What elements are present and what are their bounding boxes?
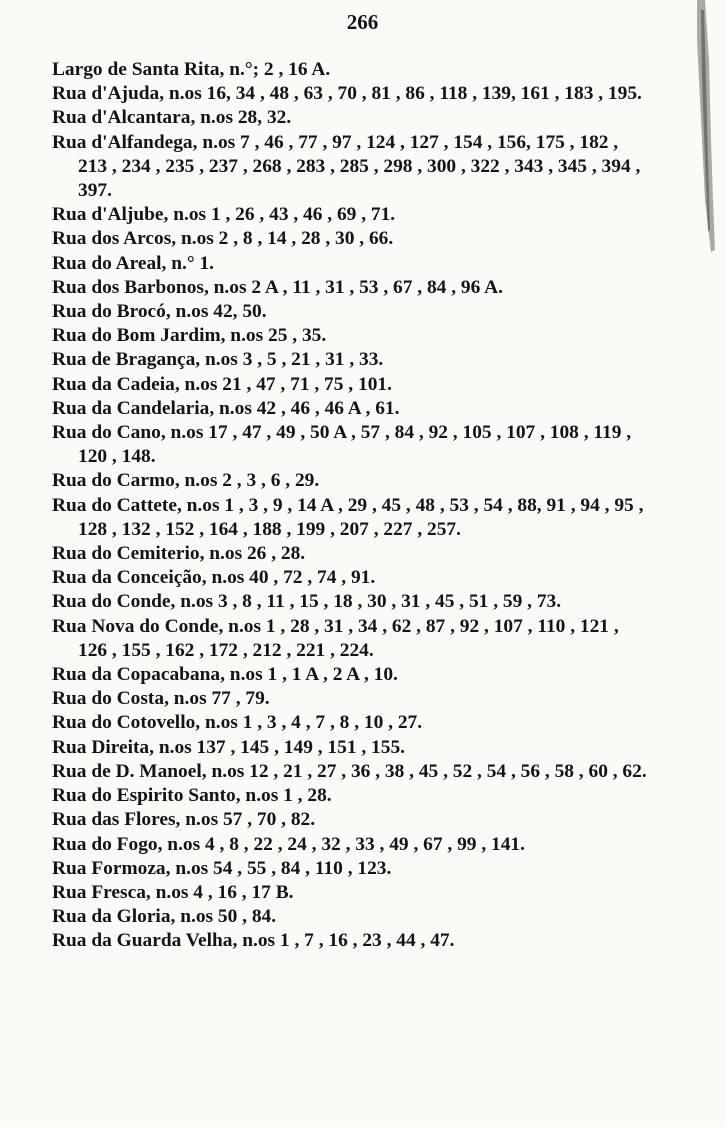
street-name: Rua da Cadeia [52, 373, 175, 395]
house-numbers: , n.os 26 , 28. [199, 543, 306, 565]
street-entry [52, 276, 652, 300]
street-name: Rua Nova do Conde [52, 615, 219, 637]
house-numbers: , n.os 21 , 47 , 71 , 75 , 101. [174, 373, 392, 395]
page-number: 266 [346, 10, 379, 34]
street-entry [52, 82, 652, 106]
house-numbers: , n.os 77 , 79. [164, 688, 270, 710]
house-numbers: , n.os 1 , 3 , 4 , 7 , 8 , 10 , 27. [195, 712, 423, 734]
street-name: Rua do Cotovello [52, 712, 196, 734]
house-numbers: , n.os 42 , 46 , 46 A , 61. [209, 397, 400, 419]
house-numbers: , n.os 42, 50. [165, 301, 267, 323]
house-numbers: , n.os 1 , 28. [235, 785, 332, 807]
street-name: Rua da Candelaria [52, 397, 210, 419]
street-entry [52, 397, 652, 421]
street-name: Rua do Brocó [52, 301, 166, 323]
street-entry [52, 566, 652, 590]
house-numbers: , n.os 2 , 8 , 14 , 28 , 30 , 66. [171, 228, 394, 250]
street-name: Rua de Bragança [52, 349, 196, 371]
street-name: Rua da Copacabana [52, 664, 221, 686]
house-numbers: , n.os 3 , 8 , 11 , 15 , 18 , 30 , 31 , 45 , 51 , 59 , 73. [170, 591, 562, 613]
house-numbers: , n.os 1 , 28 , 31 , 34 , 62 , 87 , 92 , 107 , 110 , 121 , 126 , 155 , 162 , 172 , 212 , 221 , 224. [78, 615, 619, 661]
house-numbers: , n.os 1 , 7 , 16 , 23 , 44 , 47. [232, 930, 455, 952]
street-entry [52, 300, 652, 324]
street-entry [52, 784, 652, 808]
house-numbers: , n.os 28, 32. [190, 107, 292, 129]
street-name: Rua do Carmo [52, 470, 175, 492]
street-entry [52, 881, 652, 905]
street-name: Rua do Cattete [52, 494, 177, 516]
street-entry [52, 808, 652, 832]
house-numbers: , n.os 50 , 84. [170, 906, 277, 928]
house-numbers: , n.os 2 , 3 , 6 , 29. [174, 470, 320, 492]
street-entry [52, 421, 652, 469]
house-numbers: , n.os 40 , 72 , 74 , 91. [201, 567, 376, 589]
street-name: Rua do Cano [52, 422, 161, 444]
house-numbers: , n.os 4 , 8 , 22 , 24 , 32 , 33 , 49 , 67 , 99 , 141. [157, 833, 525, 855]
street-name: Rua d'Aljube [52, 204, 164, 226]
street-name: Rua do Areal [52, 252, 162, 274]
house-numbers: , n.os 2 A , 11 , 31 , 53 , 67 , 84 , 96 A. [203, 276, 503, 298]
street-name: Rua Fresca [52, 881, 146, 903]
street-entry [52, 833, 652, 857]
street-name: Rua do Espirito Santo [52, 785, 236, 807]
street-index-list [52, 58, 652, 954]
house-numbers: , n.°; 2 , 16 A. [219, 59, 331, 80]
page-edge-shadow [675, 0, 725, 260]
street-entry [52, 857, 652, 881]
house-numbers: , n.os 17 , 47 , 49 , 50 A , 57 , 84 , 92 , 105 , 107 , 108 , 119 , 120 , 148. [78, 422, 632, 468]
house-numbers: , n.os 4 , 16 , 17 B. [145, 881, 294, 903]
house-numbers: , n.° 1. [161, 252, 215, 274]
house-numbers: , n.os 16, 34 , 48 , 63 , 70 , 81 , 86 , 118 , 139, 161 , 183 , 195. [159, 83, 642, 105]
street-entry [52, 227, 652, 251]
house-numbers: , n.os 57 , 70 , 82. [175, 809, 316, 831]
street-entry [52, 711, 652, 735]
street-entry [52, 615, 652, 663]
house-numbers: , n.os 7 , 46 , 77 , 97 , 124 , 127 , 154 , 156, 175 , 182 , 213 , 234 , 235 , 237 , 268 , 283 , 285 , 298 , 300 , 322 , 343 , 345 , 394 , 397. [78, 131, 641, 202]
house-numbers: , n.os 25 , 35. [220, 325, 327, 347]
street-entry [52, 736, 652, 760]
street-name: Rua dos Barbonos [52, 276, 204, 298]
street-entry [52, 590, 652, 614]
house-numbers: , n.os 54 , 55 , 84 , 110 , 123. [165, 857, 392, 879]
street-entry [52, 348, 652, 372]
street-name: Rua Direita [52, 736, 150, 758]
street-entry [52, 106, 652, 130]
street-name: Rua do Fogo [52, 833, 158, 855]
street-entry [52, 905, 652, 929]
street-entry [52, 687, 652, 711]
street-name: Rua dos Arcos [52, 228, 172, 250]
house-numbers: , n.os 1 , 26 , 43 , 46 , 69 , 71. [163, 204, 396, 226]
street-name: Rua da Guarda Velha [52, 930, 233, 952]
street-entry [52, 203, 652, 227]
house-numbers: , n.os 137 , 145 , 149 , 151 , 155. [149, 736, 405, 758]
street-entry [52, 131, 652, 204]
house-numbers: , n.os 1 , 3 , 9 , 14 A , 29 , 45 , 48 , 53 , 54 , 88, 91 , 94 , 95 , 128 , 132 , 152 , 164 , 188 , 199 , 207 , 227 , 257. [78, 494, 644, 540]
street-name: Rua da Gloria [52, 906, 171, 928]
street-name: Rua d'Alfandega [52, 131, 193, 153]
street-name: Rua Formoza [52, 857, 166, 879]
street-entry [52, 542, 652, 566]
street-entry [52, 373, 652, 397]
street-name: Rua do Costa [52, 688, 165, 710]
street-name: Rua do Bom Jardim [52, 325, 221, 347]
street-name: Rua da Conceição [52, 567, 202, 589]
street-name: Rua das Flores [52, 809, 176, 831]
street-name: Rua d'Ajuda [52, 83, 160, 105]
street-entry [52, 760, 652, 784]
street-entry [52, 324, 652, 348]
street-name: Rua de D. Manoel [52, 760, 202, 782]
street-entry [52, 494, 652, 542]
street-entry [52, 58, 652, 82]
house-numbers: , n.os 1 , 1 A , 2 A , 10. [220, 664, 398, 686]
street-entry [52, 663, 652, 687]
street-name: Rua d'Alcantara [52, 107, 191, 129]
house-numbers: , n.os 12 , 21 , 27 , 36 , 38 , 45 , 52 , 54 , 56 , 58 , 60 , 62. [201, 760, 647, 782]
street-name: Largo de Santa Rita [52, 59, 220, 80]
street-name: Rua do Conde [52, 591, 171, 613]
street-entry [52, 252, 652, 276]
house-numbers: , n.os 3 , 5 , 21 , 31 , 33. [195, 349, 384, 371]
street-entry [52, 929, 652, 953]
street-entry [52, 469, 652, 493]
street-name: Rua do Cemiterio [52, 543, 200, 565]
